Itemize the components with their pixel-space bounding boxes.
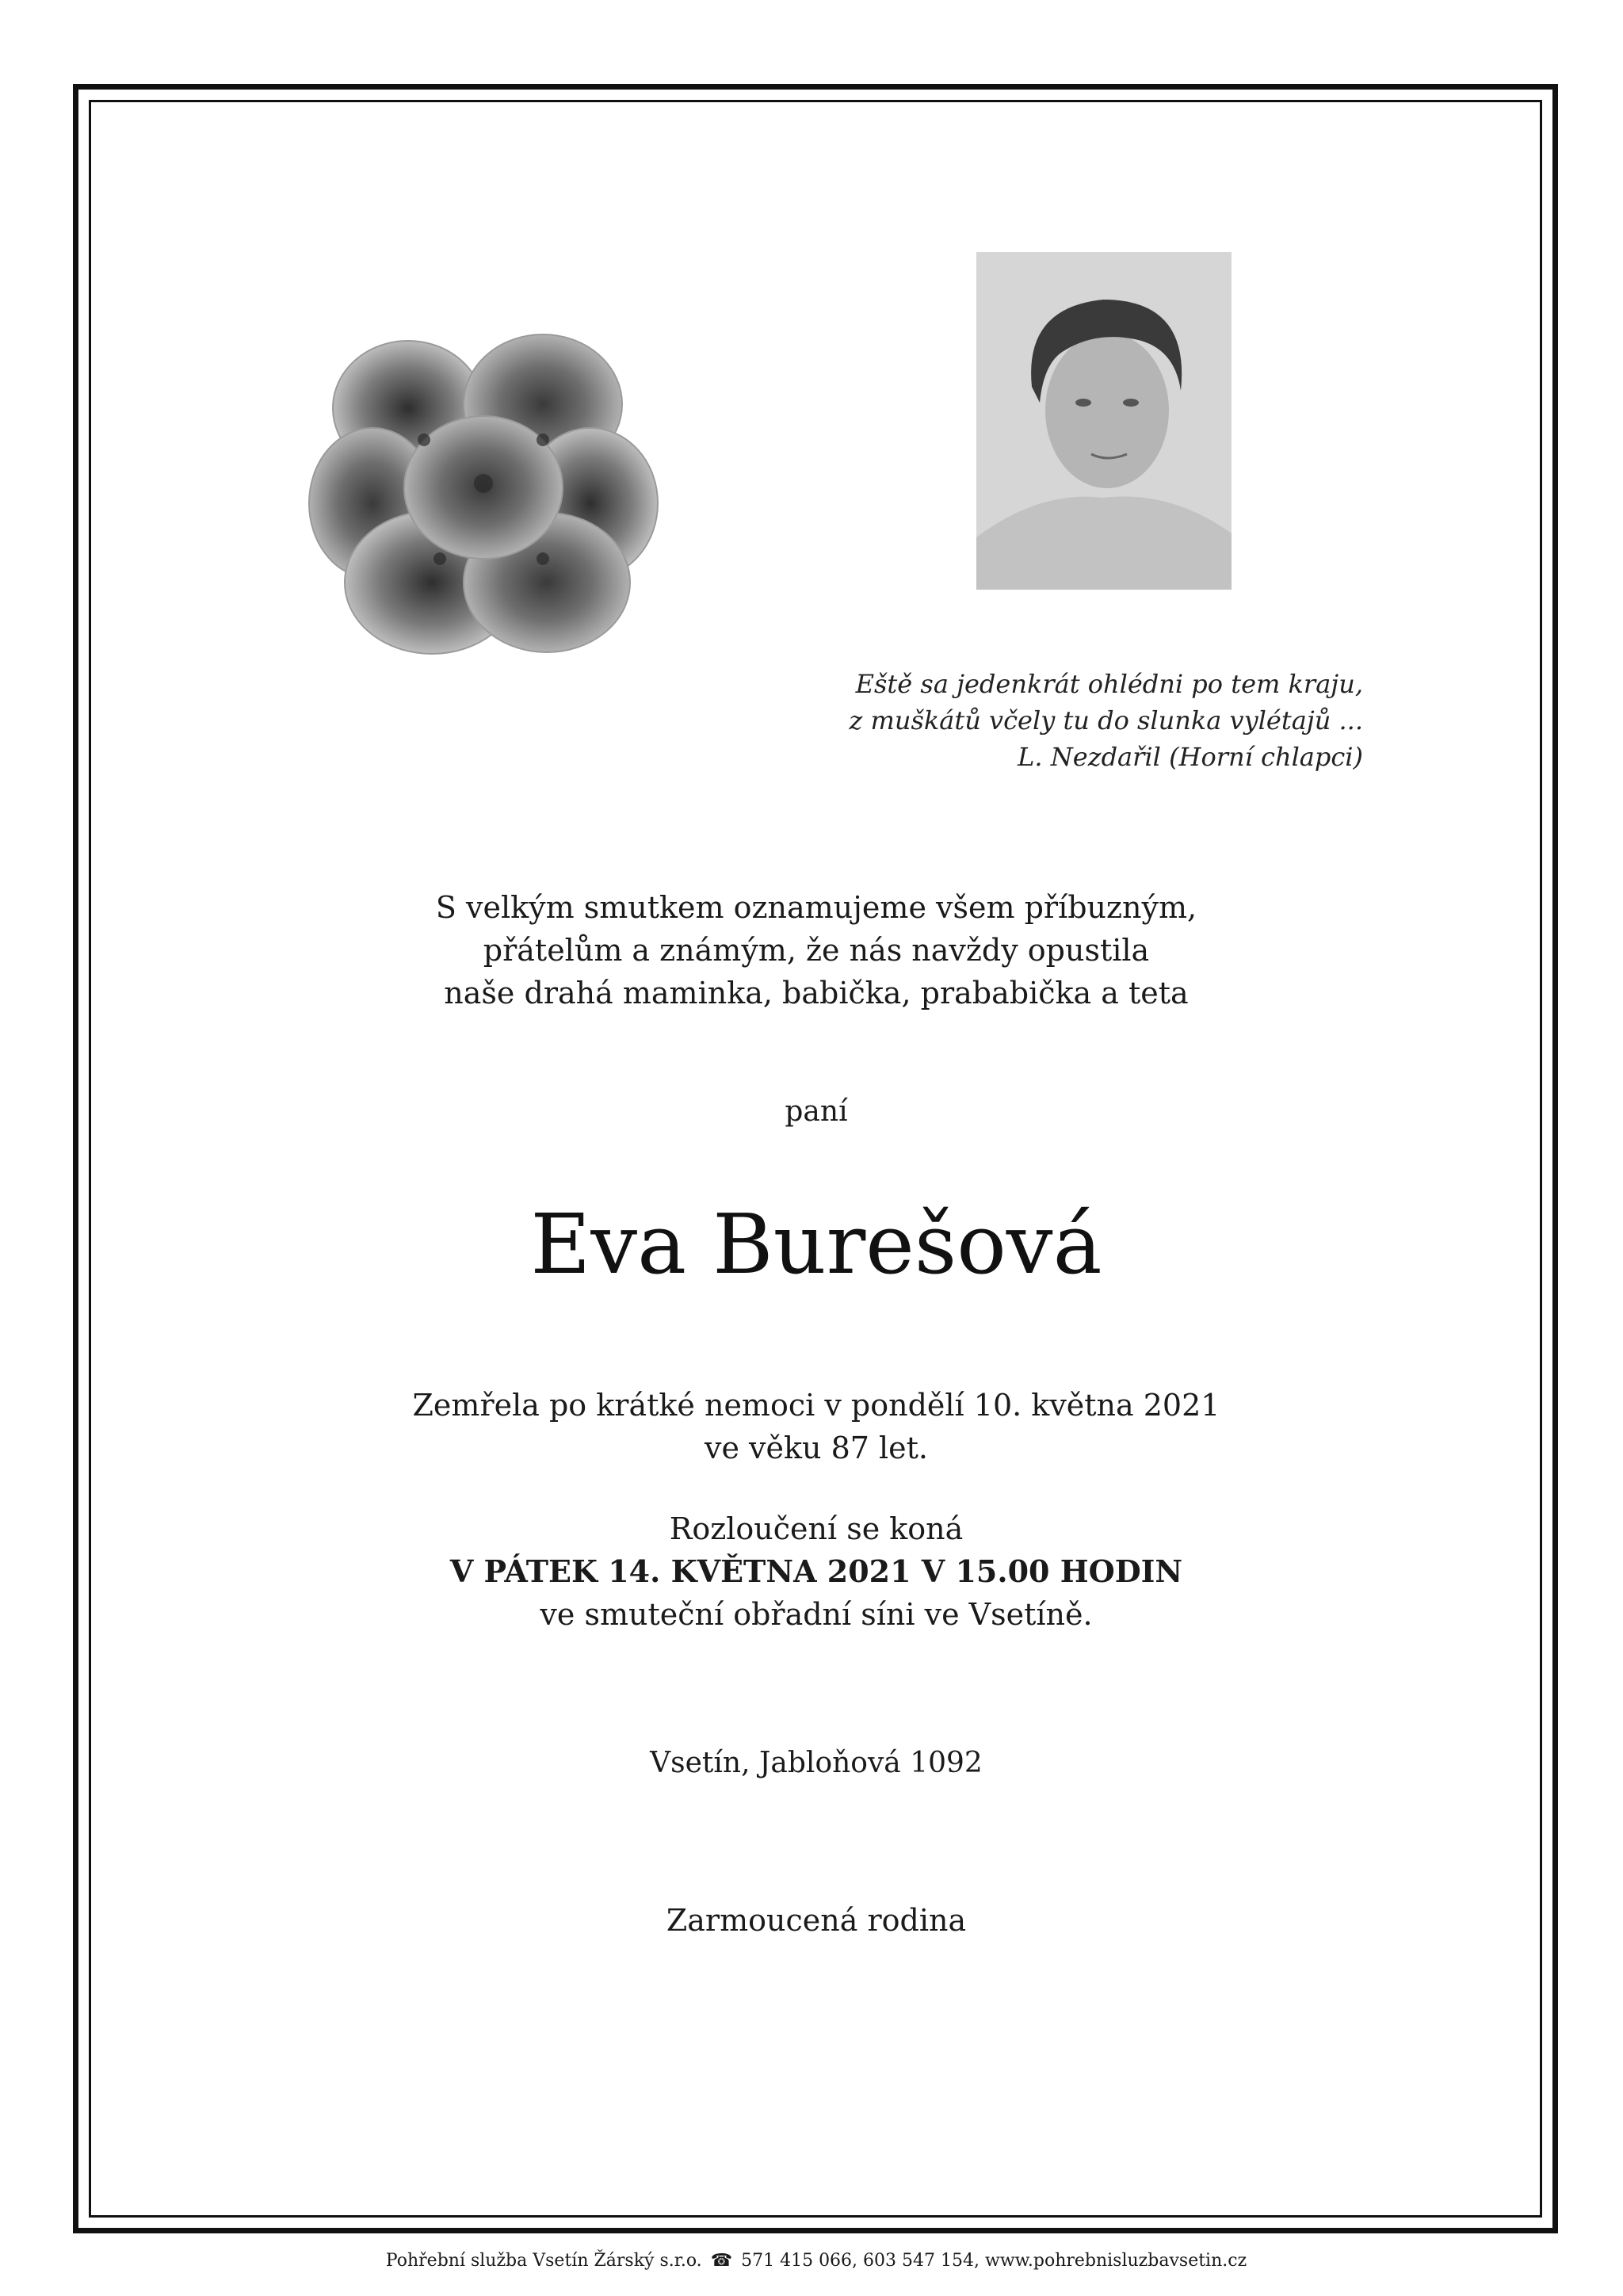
farewell-heading: Rozloučení se koná	[669, 1511, 964, 1546]
farewell-date-time: V PÁTEK 14. KVĚTNA 2021 V 15.00 HODIN	[449, 1553, 1183, 1589]
salutation: paní	[785, 1095, 848, 1128]
age-line: ve věku 87 let.	[705, 1431, 928, 1465]
announcement-line: přátelům a známým, že nás navždy opustila	[483, 933, 1150, 968]
death-info	[238, 1384, 1395, 1469]
death-line: Zemřela po krátké nemoci v pondělí 10. května 2021	[412, 1388, 1220, 1423]
footer-contacts: 571 415 066, 603 547 154, www.pohrebnisluzbavsetin.cz	[741, 2251, 1247, 2271]
flower-image	[305, 321, 662, 662]
farewell-location: ve smuteční obřadní síni ve Vsetíně.	[540, 1597, 1093, 1632]
poem-line: z muškátů včely tu do slunka vylétajů ...	[849, 705, 1363, 735]
farewell-info	[238, 1507, 1395, 1636]
family-address: Vsetín, Jabloňová 1092	[650, 1747, 983, 1779]
footer-contact	[238, 2249, 1395, 2273]
announcement-text	[238, 886, 1395, 1014]
deceased-name: Eva Burešová	[530, 1196, 1102, 1293]
family-signature: Zarmoucená rodina	[666, 1903, 967, 1938]
announcement-line: S velkým smutkem oznamujeme všem příbuzným,	[435, 890, 1197, 925]
portrait-photo	[976, 252, 1232, 590]
announcement-line: naše drahá maminka, babička, prababička a teta	[444, 976, 1189, 1010]
footer-company: Pohřební služba Vsetín Žárský s.r.o.	[385, 2251, 702, 2271]
telephone-icon: ☎	[710, 2251, 733, 2271]
poem-line: Eště sa jedenkrát ohlédni po tem kraju,	[855, 669, 1363, 699]
poem-quote	[792, 666, 1363, 775]
poem-author: L. Nezdařil (Horní chlapci)	[1018, 742, 1363, 772]
